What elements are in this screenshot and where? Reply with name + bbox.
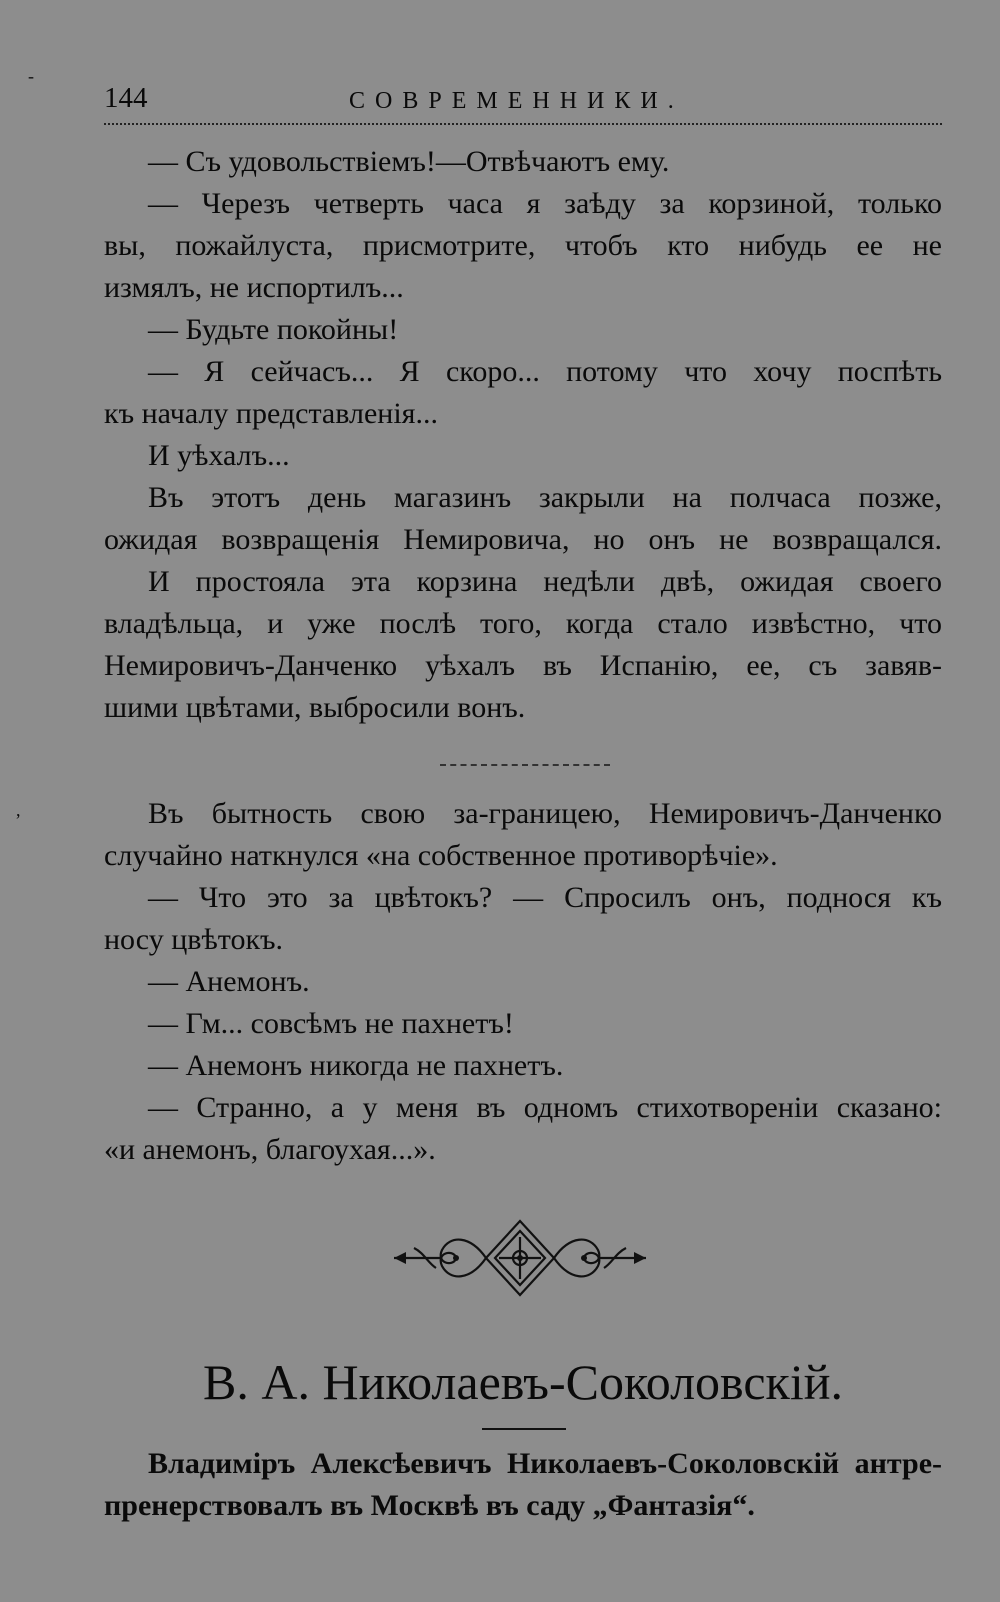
text-line: ожидая возвращенія Немировича, но онъ не возвращался. xyxy=(104,523,942,556)
text-line: — Странно, а у меня въ одномъ стихотвореніи сказано: xyxy=(148,1091,942,1124)
text-line: — Гм... совсѣмъ не пахнетъ! xyxy=(148,1007,514,1040)
section-divider xyxy=(440,764,610,766)
text-line: Немировичъ-Данченко уѣхалъ въ Испанію, ее, съ завяв- xyxy=(104,649,942,682)
text-line: къ началу представленія... xyxy=(104,397,438,430)
scan-speck: , xyxy=(16,800,21,820)
page-header xyxy=(104,82,942,120)
text-line: шими цвѣтами, выбросили вонъ. xyxy=(104,691,526,724)
text-line: — Съ удовольствіемъ!—Отвѣчаютъ ему. xyxy=(148,145,670,178)
text-line: Въ этотъ день магазинъ закрыли на полчаса позже, xyxy=(148,481,942,514)
section-title: В. А. Николаевъ-Соколовскій. xyxy=(203,1354,843,1410)
text-line: И уѣхалъ... xyxy=(148,439,290,472)
text-line: «и анемонъ, благоухая...». xyxy=(104,1133,436,1166)
text-line: — Что это за цвѣтокъ? — Спросилъ онъ, поднося къ xyxy=(148,881,942,914)
text-line: — Анемонъ никогда не пахнетъ. xyxy=(148,1049,564,1082)
text-line: — Анемонъ. xyxy=(148,965,310,998)
header-rule xyxy=(104,123,942,125)
text-line: носу цвѣтокъ. xyxy=(104,923,284,956)
bio-line: Владиміръ Алексѣевичъ Николаевъ-Соколовскій антре- xyxy=(148,1447,942,1480)
text-line: И простояла эта корзина недѣли двѣ, ожидая своего xyxy=(148,565,942,598)
text-line: измялъ, не испортилъ... xyxy=(104,271,404,304)
running-title: СОВРЕМЕННИКИ. xyxy=(349,88,684,114)
text-line: Въ бытность свою за-границею, Немировичъ-Данченко xyxy=(148,797,942,830)
text-line: случайно наткнулся «на собственное противорѣчіе». xyxy=(104,839,778,872)
text-line: вы, пожайлуста, присмотрите, чтобъ кто нибудь ее не xyxy=(104,229,942,262)
fleuron-ornament-icon xyxy=(390,1215,650,1301)
text-line: — Будьте покойны! xyxy=(148,313,399,346)
scan-speck: - xyxy=(28,66,34,86)
text-line: — Черезъ четверть часа я заѣду за корзиной, только xyxy=(148,187,942,220)
bio-line: пренерствовалъ въ Москвѣ въ саду „Фантазія“. xyxy=(104,1489,755,1522)
page-number: 144 xyxy=(104,82,148,114)
title-rule xyxy=(482,1428,566,1430)
text-line: владѣльца, и уже послѣ того, когда стало извѣстно, что xyxy=(104,607,942,640)
text-line: — Я сейчасъ... Я скоро... потому что хочу поспѣть xyxy=(148,355,942,388)
